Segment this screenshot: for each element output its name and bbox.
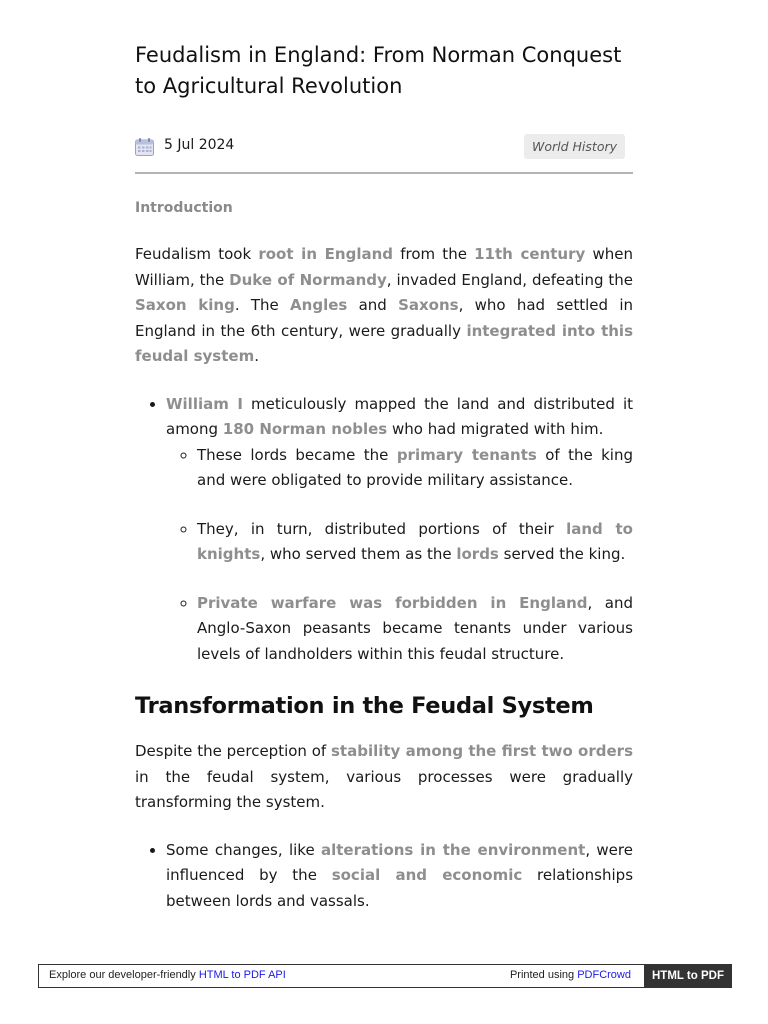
calendar-icon — [135, 138, 154, 156]
publish-date: 5 Jul 2024 — [164, 137, 235, 153]
bullet-list — [135, 838, 633, 915]
sub-list-item: ◦ They, in turn, distributed portions of their land to knights, who served them as the lords served the king. — [197, 517, 633, 568]
category-badge[interactable]: World History — [524, 134, 625, 159]
article-title: Feudalism in England: From Norman Conquest to Agricultural Revolution — [135, 43, 622, 98]
html-to-pdf-button[interactable]: HTML to PDF — [644, 964, 732, 988]
sub-list-item: ◦ These lords became the primary tenants of the king and were obligated to provide military assistance. — [197, 443, 633, 494]
article-meta — [135, 132, 633, 172]
intro-paragraph: Feudalism took root in England from the 11th century when William, the Duke of Normandy, invaded England, defeating the Saxon king. The Angles and Saxons, who had settled in England in the 6th century, were gradually integrated into this feudal system. — [135, 245, 633, 365]
article — [135, 40, 633, 914]
sub-list-item: ◦ Private warfare was forbidden in England, and Anglo-Saxon peasants became tenants under various levels of landholders within this feudal structure. — [197, 591, 633, 668]
pdfcrowd-link[interactable]: PDFCrowd — [577, 969, 631, 981]
html-to-pdf-api-link[interactable]: HTML to PDF API — [198, 969, 286, 981]
section-heading: Transformation in the Feudal System — [135, 693, 594, 719]
list-item: • Some changes, like alterations in the environment, were influenced by the social and economic relationships between lords and vassals. — [166, 838, 633, 915]
list-item: • William I meticulously mapped the land and distributed it among 180 Norman nobles who had migrated with him. ◦ These lords became the primary tenants of the king and were obligated to provide military assistance. ◦ They, in turn, distributed portions of their land to knights, who served them as the lords served the king. ◦ Private warfare was forbidden in England, and Anglo-Saxon peasants became tenants under various levels of landholders within this feudal structure. — [166, 392, 633, 668]
footer-printed-using: Printed using PDFCrowd — [509, 969, 631, 981]
intro-label: Introduction — [135, 200, 233, 216]
divider — [135, 172, 633, 174]
pdfcrowd-footer — [38, 964, 732, 988]
body-paragraph: Despite the perception of stability among the first two orders in the feudal system, various processes were gradually transforming the system. — [135, 742, 633, 811]
bullet-list — [135, 392, 633, 668]
sub-list — [166, 443, 633, 668]
footer-promo: Explore our developer-friendly HTML to PDF API — [49, 969, 286, 981]
